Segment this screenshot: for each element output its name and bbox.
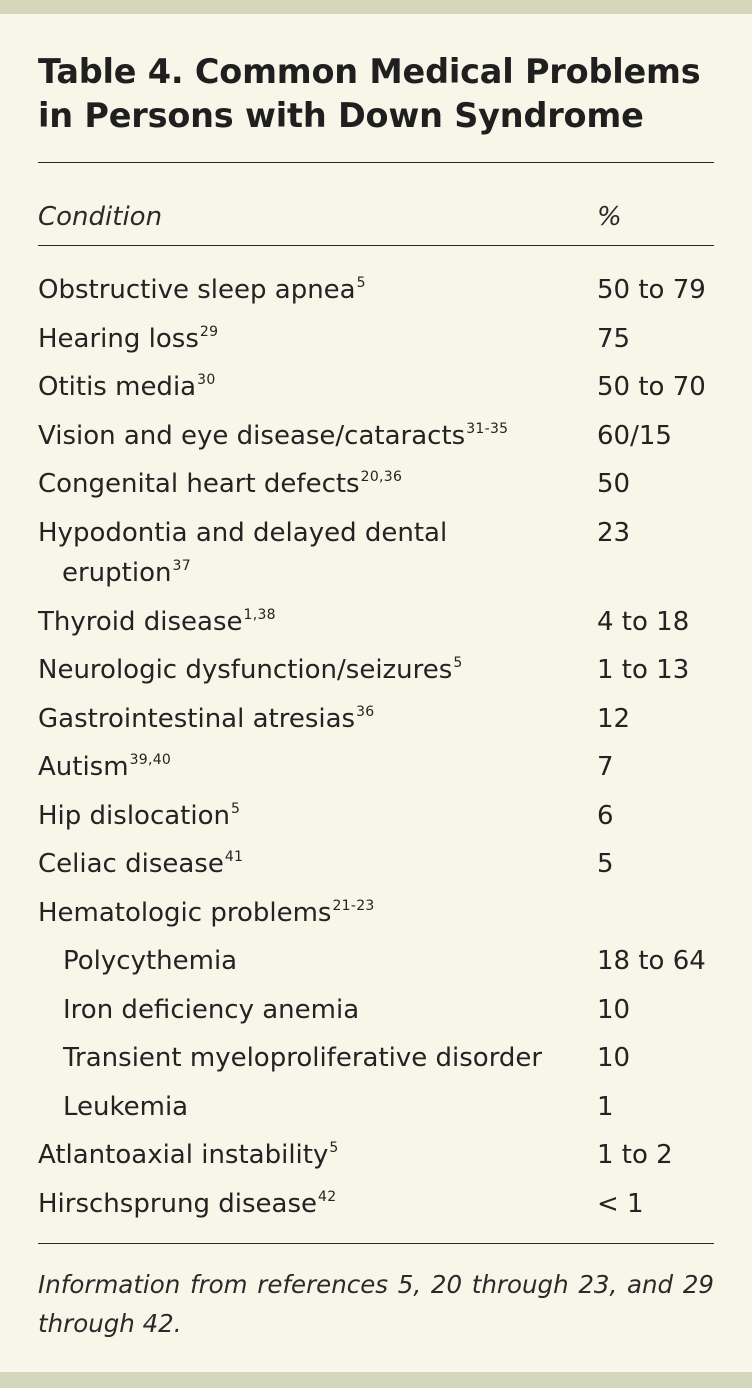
- percent-cell: 50 to 79: [597, 275, 706, 305]
- condition-label: Autism: [38, 752, 129, 782]
- condition-cell: [38, 367, 558, 407]
- percent-cell: 5: [597, 849, 614, 879]
- condition-cell: [38, 796, 558, 836]
- table-title: Table 4. Common Medical Problems in Persons with Down Syndrome: [38, 52, 701, 135]
- percent-cell: < 1: [597, 1188, 644, 1219]
- table-subrow: [0, 990, 752, 1039]
- percent-cell: 4 to 18: [597, 606, 690, 637]
- condition-cell: [38, 1135, 558, 1175]
- table-row: [0, 650, 752, 699]
- table-row: [0, 1184, 752, 1233]
- percent-cell: 60/15: [597, 420, 672, 451]
- reference-superscript: 42: [318, 1188, 337, 1205]
- condition-label: Hearing loss: [38, 323, 199, 354]
- column-header-percent: %: [597, 202, 622, 232]
- percent-cell: 6: [597, 800, 614, 831]
- condition-cell: [38, 699, 558, 739]
- condition-cell: [38, 844, 558, 884]
- condition-label: Polycythemia: [63, 946, 238, 976]
- table-row: [0, 416, 752, 465]
- table-footnote: Information from references 5, 20 through 23, and 29 through 42.: [38, 1270, 714, 1338]
- reference-superscript: 21-23: [332, 897, 375, 914]
- reference-superscript: 5: [356, 275, 366, 291]
- condition-label: Celiac disease: [38, 849, 224, 879]
- condition-cell: [38, 270, 558, 310]
- table-row: [0, 844, 752, 893]
- bottom-band: [0, 1372, 752, 1388]
- table-row: [0, 270, 752, 319]
- table-subrow: [0, 1087, 752, 1136]
- reference-superscript: 5: [329, 1140, 339, 1156]
- condition-cell: [63, 990, 583, 1030]
- condition-label: Congenital heart defects: [38, 469, 360, 499]
- reference-superscript: 29: [199, 323, 219, 340]
- table-row: [0, 699, 752, 748]
- table-row: [0, 747, 752, 796]
- reference-superscript: 30: [197, 372, 216, 388]
- percent-cell: 1 to 2: [597, 1140, 673, 1170]
- percent-cell: 10: [597, 1043, 631, 1073]
- percent-cell: 50: [597, 469, 631, 499]
- percent-cell: 12: [597, 703, 631, 734]
- top-band: [0, 0, 752, 14]
- reference-superscript: 31-35: [466, 420, 509, 437]
- percent-cell: 75: [597, 323, 631, 354]
- condition-label: Obstructive sleep apnea: [38, 275, 356, 305]
- condition-label: Leukemia: [63, 1091, 189, 1122]
- percent-cell: 18 to 64: [597, 946, 706, 976]
- column-header-condition: Condition: [38, 202, 163, 232]
- condition-label: Iron deficiency anemia: [63, 994, 360, 1025]
- percent-cell: 50 to 70: [597, 372, 706, 402]
- condition-cell: [38, 464, 558, 504]
- condition-cell: [38, 513, 508, 593]
- header-rule: [38, 245, 714, 246]
- table-subrow: [0, 941, 752, 990]
- reference-superscript: 5: [453, 655, 463, 671]
- table-row: [0, 602, 752, 651]
- title-rule: [38, 162, 714, 163]
- condition-cell: [38, 650, 558, 690]
- table-row: [0, 367, 752, 416]
- condition-label: Transient myeloproliferative disorder: [63, 1043, 543, 1073]
- reference-superscript: 5: [230, 800, 241, 817]
- condition-cell: [38, 747, 558, 787]
- condition-cell: [63, 1087, 583, 1127]
- percent-cell: 10: [597, 994, 631, 1025]
- table-row: [0, 1135, 752, 1184]
- condition-label: Neurologic dysfunction/seizures: [38, 655, 453, 685]
- table-row: [0, 319, 752, 368]
- percent-cell: 1: [597, 1091, 614, 1122]
- condition-label: Hematologic problems: [38, 897, 332, 928]
- table-row: [0, 796, 752, 845]
- table-body: [0, 270, 752, 1232]
- condition-label: Atlantoaxial instability: [38, 1140, 329, 1170]
- condition-label: Hirschsprung disease: [38, 1188, 317, 1219]
- percent-cell: 7: [597, 752, 614, 782]
- condition-cell: [63, 1038, 583, 1078]
- table-row: [0, 464, 752, 513]
- reference-superscript: 1,38: [243, 606, 276, 623]
- condition-cell: [63, 941, 583, 981]
- condition-cell: [38, 602, 558, 642]
- reference-superscript: 20,36: [360, 469, 403, 485]
- condition-cell: [38, 319, 558, 359]
- condition-label: Gastrointestinal atresias: [38, 703, 356, 734]
- condition-label: Hip dislocation: [38, 800, 230, 831]
- condition-label: Vision and eye disease/cataracts: [38, 420, 466, 451]
- table-row: [0, 513, 752, 602]
- percent-cell: 23: [597, 517, 631, 548]
- table-subrow: [0, 1038, 752, 1087]
- condition-cell: [38, 893, 558, 933]
- reference-superscript: 39,40: [129, 752, 172, 768]
- condition-label: Hypodontia and delayed dental eruption: [38, 517, 448, 588]
- condition-label: Otitis media: [38, 372, 197, 402]
- percent-cell: 1 to 13: [597, 655, 690, 685]
- reference-superscript: 41: [224, 849, 244, 865]
- table-row: [0, 893, 752, 942]
- bottom-rule: [38, 1243, 714, 1244]
- condition-label: Thyroid disease: [38, 606, 243, 637]
- reference-superscript: 37: [172, 557, 191, 574]
- condition-cell: [38, 1184, 558, 1224]
- reference-superscript: 36: [356, 703, 375, 720]
- condition-cell: [38, 416, 558, 456]
